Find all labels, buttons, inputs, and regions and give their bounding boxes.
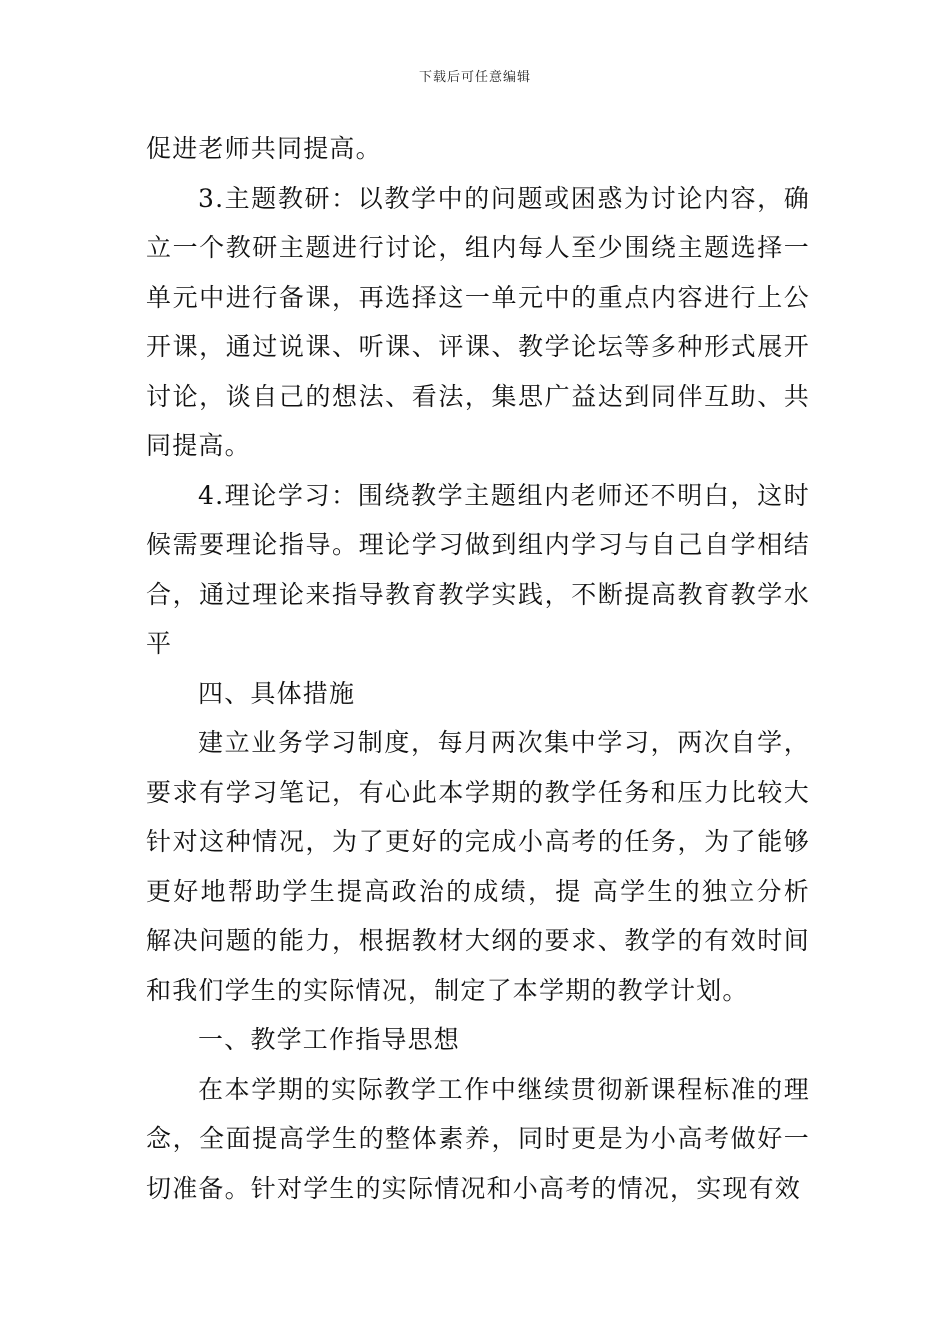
heading-guiding-ideology: 一、教学工作指导思想 <box>198 1025 461 1054</box>
paragraph-theme-research: 3.主题教研：以教学中的问题或困惑为讨论内容，确立一个教研主题进行讨论，组内每人至少围绕主题选择一单元中进行备课，再选择这一单元中的重点内容进行上公开课，通过说课、听课、评课、教学论坛等多种形式展开讨论，谈自己的想法、看法，集思广益达到同伴互助、共同提高。 <box>146 183 810 460</box>
paragraph-guiding-ideology: 在本学期的实际教学工作中继续贯彻新课程标准的理念，全面提高学生的整体素养，同时更是为小高考做好一切准备。针对学生的实际情况和小高考的情况，实现有效 <box>146 1074 810 1203</box>
paragraph-theory-study: 4.理论学习：围绕教学主题组内老师还不明白，这时候需要理论指导。理论学习做到组内学习与自己自学相结合，通过理论来指导教育教学实践，不断提高教育教学水平 <box>146 480 810 658</box>
heading-specific-measures: 四、具体措施 <box>198 678 356 708</box>
header-note: 下载后可任意编辑 <box>418 70 531 85</box>
paragraph-study-system: 建立业务学习制度，每月两次集中学习，两次自学，要求有学习笔记，有心此本学期的教学任务和压力比较大针对这种情况，为了更好的完成小高考的任务，为了能够更好地帮助学生提高政治的成绩，提 高学生的独立分析解决问题的能力，根据教材大纲的要求、教学的有效时间和我们学生的实际情况，制定了本学期的教学计划。 <box>146 728 810 1005</box>
paragraph-continuation: 促进老师共同提高。 <box>146 134 382 163</box>
document-body <box>146 124 810 1213</box>
